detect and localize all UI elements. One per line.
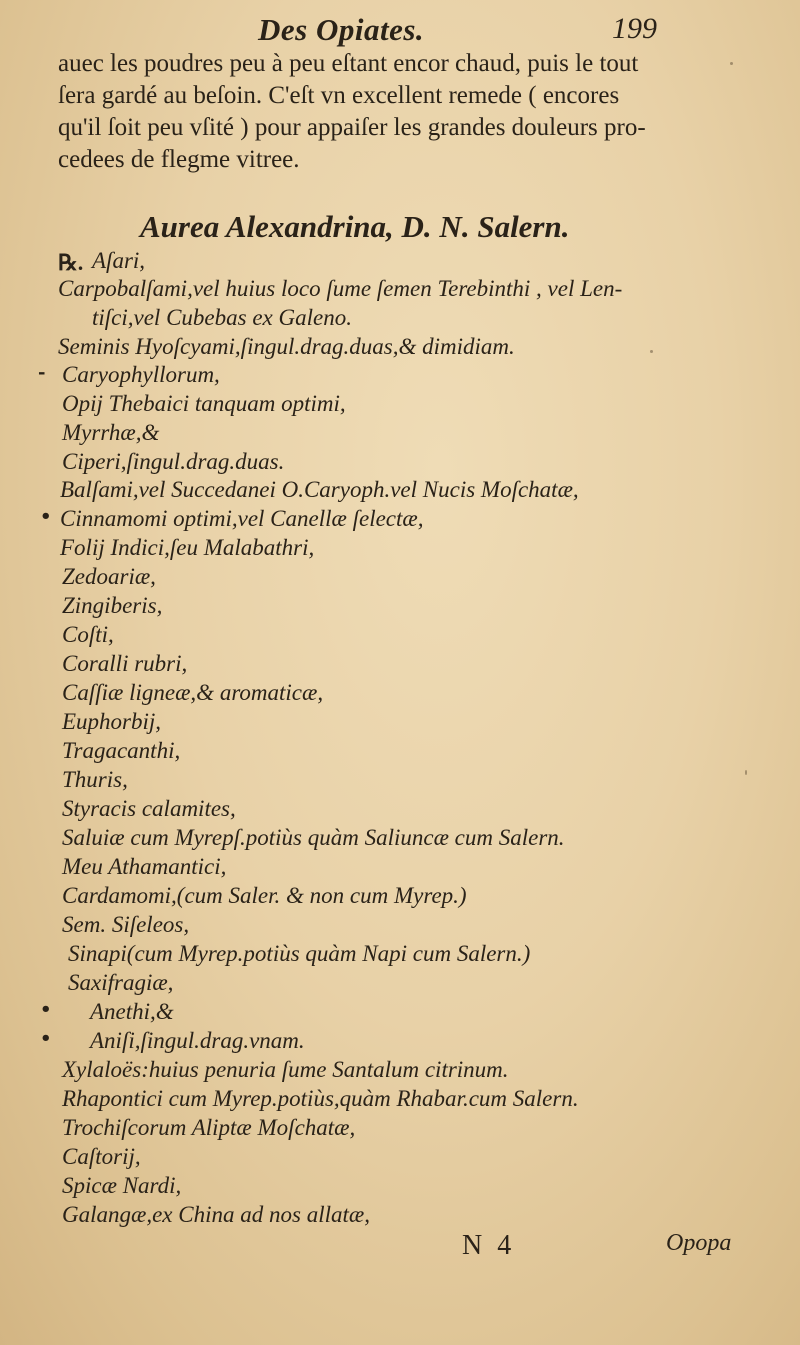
ingredient-line: Coralli rubri, bbox=[62, 651, 188, 676]
paper-speck bbox=[730, 62, 733, 65]
paragraph-line: auec les poudres peu à peu eſtant encor chaud, puis le tout bbox=[58, 50, 639, 77]
ingredient-line: tiſci,vel Cubebas ex Galeno. bbox=[92, 305, 352, 330]
ingredient-line: Balſami,vel Succedanei O.Caryoph.vel Nucis Moſchatæ, bbox=[60, 477, 579, 502]
ingredient-line: Tragacanthi, bbox=[62, 738, 181, 763]
ingredient-line: Xylaloës:huius penuria ſume Santalum citrinum. bbox=[62, 1057, 509, 1082]
ingredient-line: Anethi,& bbox=[90, 999, 174, 1024]
ingredient-line: Carpobalſami,vel huius loco ſume ſemen Terebinthi , vel Len- bbox=[58, 276, 623, 301]
signature-mark: N 4 bbox=[462, 1230, 516, 1261]
ingredient-line: Meu Athamantici, bbox=[62, 854, 227, 879]
ingredient-line: Rhapontici cum Myrep.potiùs,quàm Rhabar.cum Salern. bbox=[62, 1086, 579, 1111]
ingredient-line: Galangæ,ex China ad nos allatæ, bbox=[62, 1202, 370, 1227]
recipe-symbol: ℞. bbox=[58, 250, 84, 275]
ingredient-line: Ciperi,ſingul.drag.duas. bbox=[62, 449, 285, 474]
bullet-mark: • bbox=[40, 999, 52, 1020]
ingredient-line: Zingiberis, bbox=[62, 593, 163, 618]
paragraph-line: cedees de flegme vitree. bbox=[58, 146, 300, 173]
paper-speck bbox=[745, 770, 747, 775]
bullet-mark: • bbox=[40, 506, 52, 527]
bullet-mark: - bbox=[38, 362, 46, 383]
ingredient-line: Saxifragiæ, bbox=[68, 970, 174, 995]
paper-speck bbox=[650, 350, 653, 353]
ingredient-line: Myrrhæ,& bbox=[62, 420, 160, 445]
paragraph-line: ſera gardé au beſoin. C'eſt vn excellent remede ( encores bbox=[58, 82, 620, 109]
ingredient-line: Sem. Siſeleos, bbox=[62, 912, 190, 937]
section-title: Aurea Alexandrina, D. N. Salern. bbox=[140, 209, 570, 244]
ingredient-line: Cardamomi,(cum Saler. & non cum Myrep.) bbox=[62, 883, 467, 908]
ingredient-line: Folij Indici,ſeu Malabathri, bbox=[60, 535, 315, 560]
running-title: Des Opiates. bbox=[258, 12, 425, 47]
ingredient-line: Coſti, bbox=[62, 622, 114, 647]
ingredient-line: Saluiæ cum Myrepſ.potiùs quàm Saliuncæ cum Salern. bbox=[62, 825, 565, 850]
ingredient-line: Cinnamomi optimi,vel Canellæ ſelectæ, bbox=[60, 506, 424, 531]
ingredient-line: Thuris, bbox=[62, 767, 128, 792]
paragraph-line: qu'il ſoit peu vſité ) pour appaiſer les grandes douleurs pro- bbox=[58, 114, 646, 141]
ingredient-line: Euphorbij, bbox=[62, 709, 162, 734]
ingredient-line: Seminis Hyoſcyami,ſingul.drag.duas,& dimidiam. bbox=[58, 334, 515, 359]
intro-paragraph bbox=[58, 48, 678, 176]
ingredient-line: Trochiſcorum Aliptæ Moſchatæ, bbox=[62, 1115, 356, 1140]
catchword: Opopa bbox=[666, 1230, 732, 1256]
ingredient-line: Aſari, bbox=[92, 248, 146, 273]
ingredient-line: Styracis calamites, bbox=[62, 796, 236, 821]
ingredient-line: Caſſiæ ligneæ,& aromaticæ, bbox=[62, 680, 324, 705]
ingredient-line: Aniſi,ſingul.drag.vnam. bbox=[90, 1028, 305, 1053]
ingredient-line: Zedoariæ, bbox=[62, 564, 156, 589]
ingredient-line: Opij Thebaici tanquam optimi, bbox=[62, 391, 346, 416]
ingredient-line: Sinapi(cum Myrep.potiùs quàm Napi cum Salern.) bbox=[68, 941, 531, 966]
ingredient-line: Caſtorij, bbox=[62, 1144, 141, 1169]
ingredient-line: Caryophyllorum, bbox=[62, 362, 220, 387]
bullet-mark: • bbox=[40, 1028, 52, 1049]
page-number: 199 bbox=[612, 12, 657, 45]
ingredient-line: Spicæ Nardi, bbox=[62, 1173, 182, 1198]
